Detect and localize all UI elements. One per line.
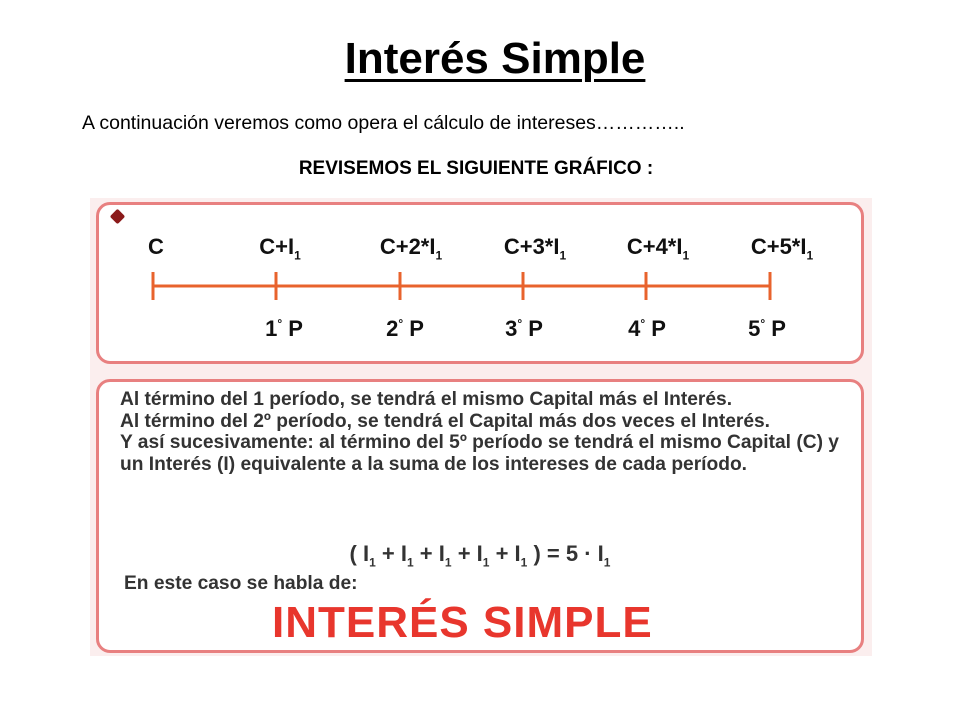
period-label-2: 2° P — [386, 316, 424, 341]
timeline-label-c-plus-5i1: $C+5*I_1$ — [750, 234, 814, 263]
explanation-paragraph-3: Y así sucesivamente: al término del 5º período se tendrá el mismo Capital (C) y un Interés (I) equivalente a la suma de los intereses de cada período. — [120, 432, 839, 475]
period-label-1: 1° P — [265, 316, 303, 341]
explanation-paragraph-2: Al término del 2º período, se tendrá el Capital más dos veces el Interés. — [120, 410, 771, 432]
simple-interest-label: INTERÉS SIMPLE — [272, 598, 653, 647]
section-subheading: REVISEMOS EL SIGUIENTE GRÁFICO : — [298, 158, 654, 179]
timeline-label-c-plus-3i1: $C+3*I_1$ — [503, 234, 567, 263]
period-label-4: 4° P — [628, 316, 666, 341]
interest-formula: ( $I_1 + I_1 + I_1 + I_1 + I_1$ ) = $5 \cdot I_1$ — [349, 541, 611, 570]
timeline-label-c-plus-i1: $C+I_1$ — [259, 234, 301, 263]
period-label-5: 5° P — [748, 316, 786, 341]
explanation-text — [120, 389, 840, 475]
intro-text: A continuación veremos como opera el cálculo de intereses………….. — [82, 112, 685, 134]
timeline-label-c-plus-2i1: $C+2*I_1$ — [379, 234, 443, 263]
explanation-paragraph-1: Al término del 1 período, se tendrá el mismo Capital más el Interés. — [120, 389, 733, 410]
period-label-3: 3° P — [505, 316, 543, 341]
timeline-label-c: C — [148, 234, 164, 259]
timeline-label-c-plus-4i1: $C+4*I_1$ — [626, 234, 690, 263]
page-title: Interés Simple — [344, 34, 646, 83]
case-text: En este caso se habla de: — [124, 573, 358, 594]
